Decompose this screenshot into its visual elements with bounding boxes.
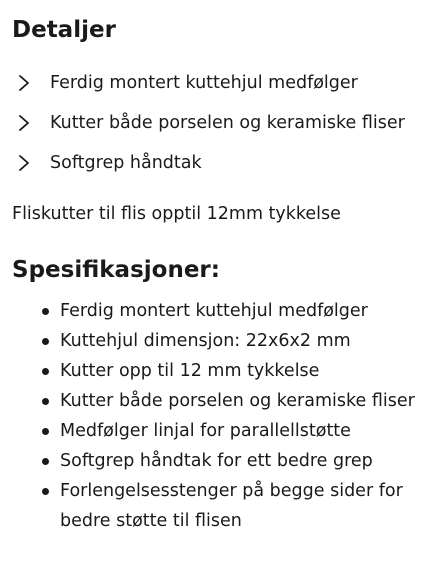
list-item-label: Ferdig montert kuttehjul medfølger	[60, 301, 368, 321]
chevron-right-icon	[16, 114, 32, 132]
product-description: Fliskutter til flis opptil 12mm tykkelse	[12, 204, 341, 224]
list-item-label: Kutter opp til 12 mm tykkelse	[60, 361, 320, 381]
list-item	[0, 356, 447, 386]
specifications-list	[0, 296, 447, 536]
list-item	[0, 296, 447, 326]
chevron-right-icon	[16, 74, 32, 92]
bullet-icon	[42, 368, 49, 375]
bullet-icon	[42, 398, 49, 405]
bullet-icon	[42, 458, 49, 465]
list-item	[0, 446, 447, 476]
bullet-icon	[42, 488, 49, 495]
list-item	[0, 416, 447, 446]
list-item	[0, 326, 447, 356]
list-item	[0, 476, 447, 536]
details-feature-list	[0, 68, 447, 188]
specifications-heading: Spesifikasjoner:	[12, 257, 220, 283]
list-item-label: Kutter både porselen og keramiske fliser	[50, 113, 405, 133]
list-item-label: Medfølger linjal for parallellstøtte	[60, 421, 351, 441]
list-item	[0, 108, 447, 148]
list-item-label: Ferdig montert kuttehjul medfølger	[50, 73, 358, 93]
bullet-icon	[42, 338, 49, 345]
list-item-label: Softgrep håndtak for ett bedre grep	[60, 451, 373, 471]
list-item-label: Kuttehjul dimensjon: 22x6x2 mm	[60, 331, 351, 351]
details-heading: Detaljer	[12, 17, 116, 43]
list-item	[0, 386, 447, 416]
bullet-icon	[42, 428, 49, 435]
bullet-icon	[42, 308, 49, 315]
list-item-label: Forlengelsesstenger på begge sider for bedre støtte til flisen	[60, 481, 403, 531]
list-item-label: Kutter både porselen og keramiske fliser	[60, 391, 415, 411]
chevron-right-icon	[16, 154, 32, 172]
list-item	[0, 68, 447, 108]
list-item-label: Softgrep håndtak	[50, 153, 202, 173]
list-item	[0, 148, 447, 188]
